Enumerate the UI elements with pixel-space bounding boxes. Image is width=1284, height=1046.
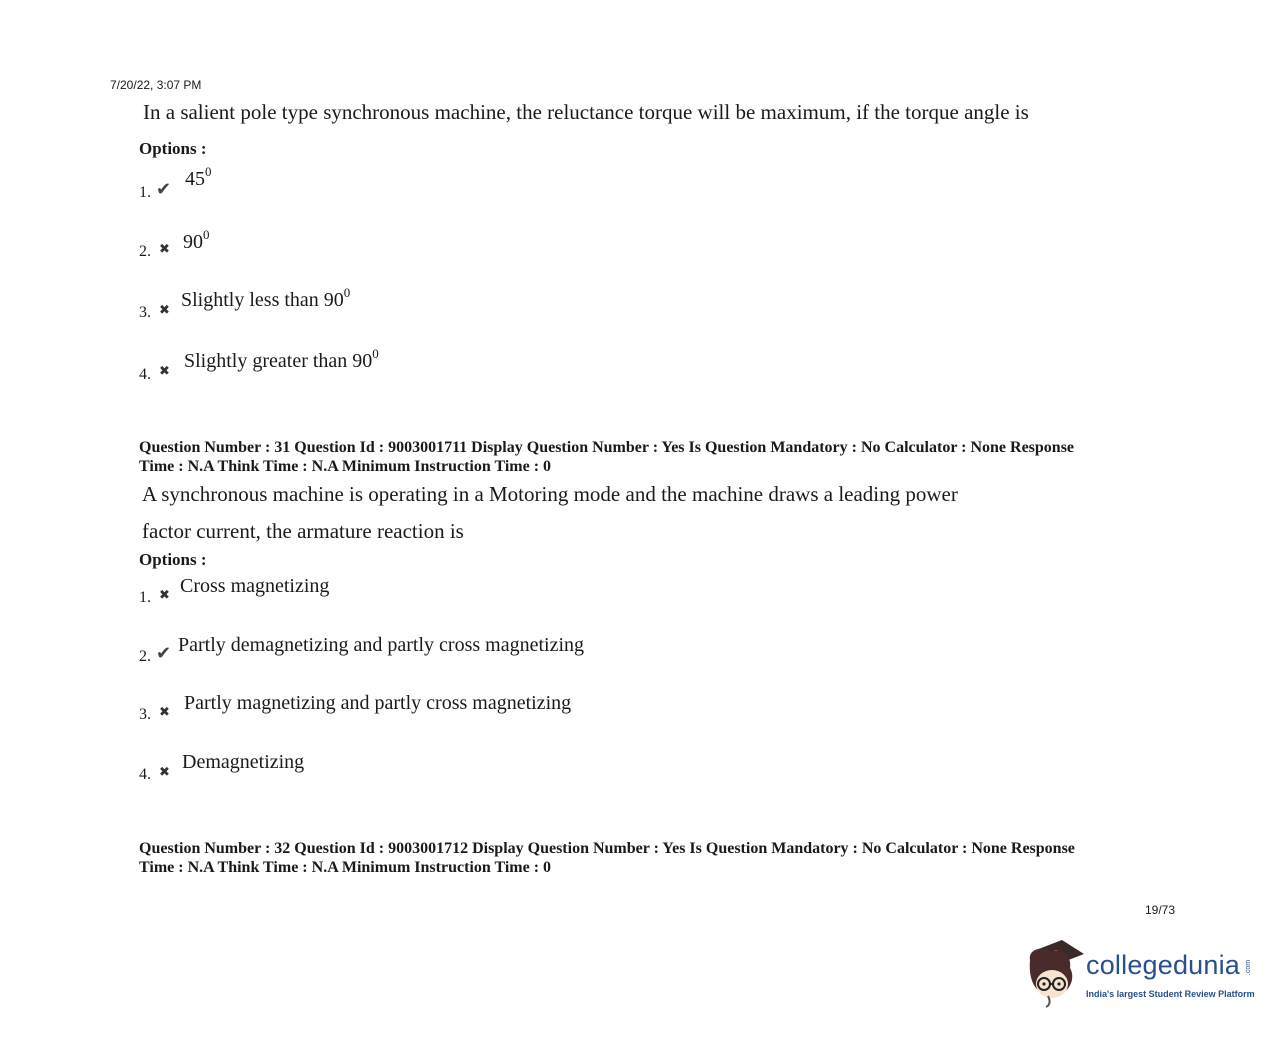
options-label: Options : [139, 139, 207, 158]
page-number: 19/73 [1145, 903, 1176, 917]
option-number: 2. [139, 243, 151, 260]
question-meta: Time : N.A Think Time : N.A Minimum Instruction Time : 0 [139, 859, 552, 876]
question-meta: Question Number : 31 Question Id : 9003001711 Display Question Number : Yes Is Question Mandatory : No Calculator : None Response [139, 439, 1075, 456]
cross-icon: ✖ [159, 302, 170, 317]
option-text: Slightly greater than $90^0$ [184, 346, 379, 372]
cross-icon: ✖ [159, 363, 170, 378]
option-text: $45^0$ [185, 164, 212, 190]
option-number: 1. [139, 589, 151, 606]
logo-domain-suffix: .com [1245, 959, 1253, 976]
option-text: $90^0$ [183, 227, 210, 253]
option-number: 3. [139, 706, 151, 723]
question-text: A synchronous machine is operating in a Motoring mode and the machine draws a leading power [142, 482, 958, 506]
option-number: 1. [139, 184, 151, 201]
question-text: factor current, the armature reaction is [142, 519, 464, 543]
question-meta: Time : N.A Think Time : N.A Minimum Instruction Time : 0 [139, 458, 552, 475]
option-text: Partly demagnetizing and partly cross magnetizing [178, 634, 584, 656]
check-icon: ✔ [156, 179, 172, 199]
option-text: Partly magnetizing and partly cross magnetizing [184, 692, 572, 714]
option-number: 2. [139, 648, 151, 665]
cross-icon: ✖ [159, 764, 170, 779]
cross-icon: ✖ [159, 704, 170, 719]
print-timestamp: 7/20/22, 3:07 PM [110, 78, 202, 92]
option-number: 3. [139, 304, 151, 321]
collegedunia-mascot-icon [1022, 938, 1084, 1008]
question-text: In a salient pole type synchronous machine, the reluctance torque will be maximum, if the torque angle is [143, 100, 1029, 124]
option-number: 4. [139, 366, 151, 383]
question-meta: Question Number : 32 Question Id : 9003001712 Display Question Number : Yes Is Question Mandatory : No Calculator : None Response [139, 840, 1075, 857]
option-number: 4. [139, 766, 151, 783]
option-text: Cross magnetizing [180, 575, 330, 597]
option-text: Slightly less than $90^0$ [181, 285, 351, 311]
logo-wordmark: collegedunia [1086, 950, 1241, 980]
cross-icon: ✖ [159, 587, 170, 602]
cross-icon: ✖ [159, 241, 170, 256]
logo-tagline: India's largest Student Review Platform [1086, 989, 1255, 999]
option-text: Demagnetizing [182, 751, 305, 773]
options-label: Options : [139, 550, 207, 569]
check-icon: ✔ [156, 643, 172, 663]
